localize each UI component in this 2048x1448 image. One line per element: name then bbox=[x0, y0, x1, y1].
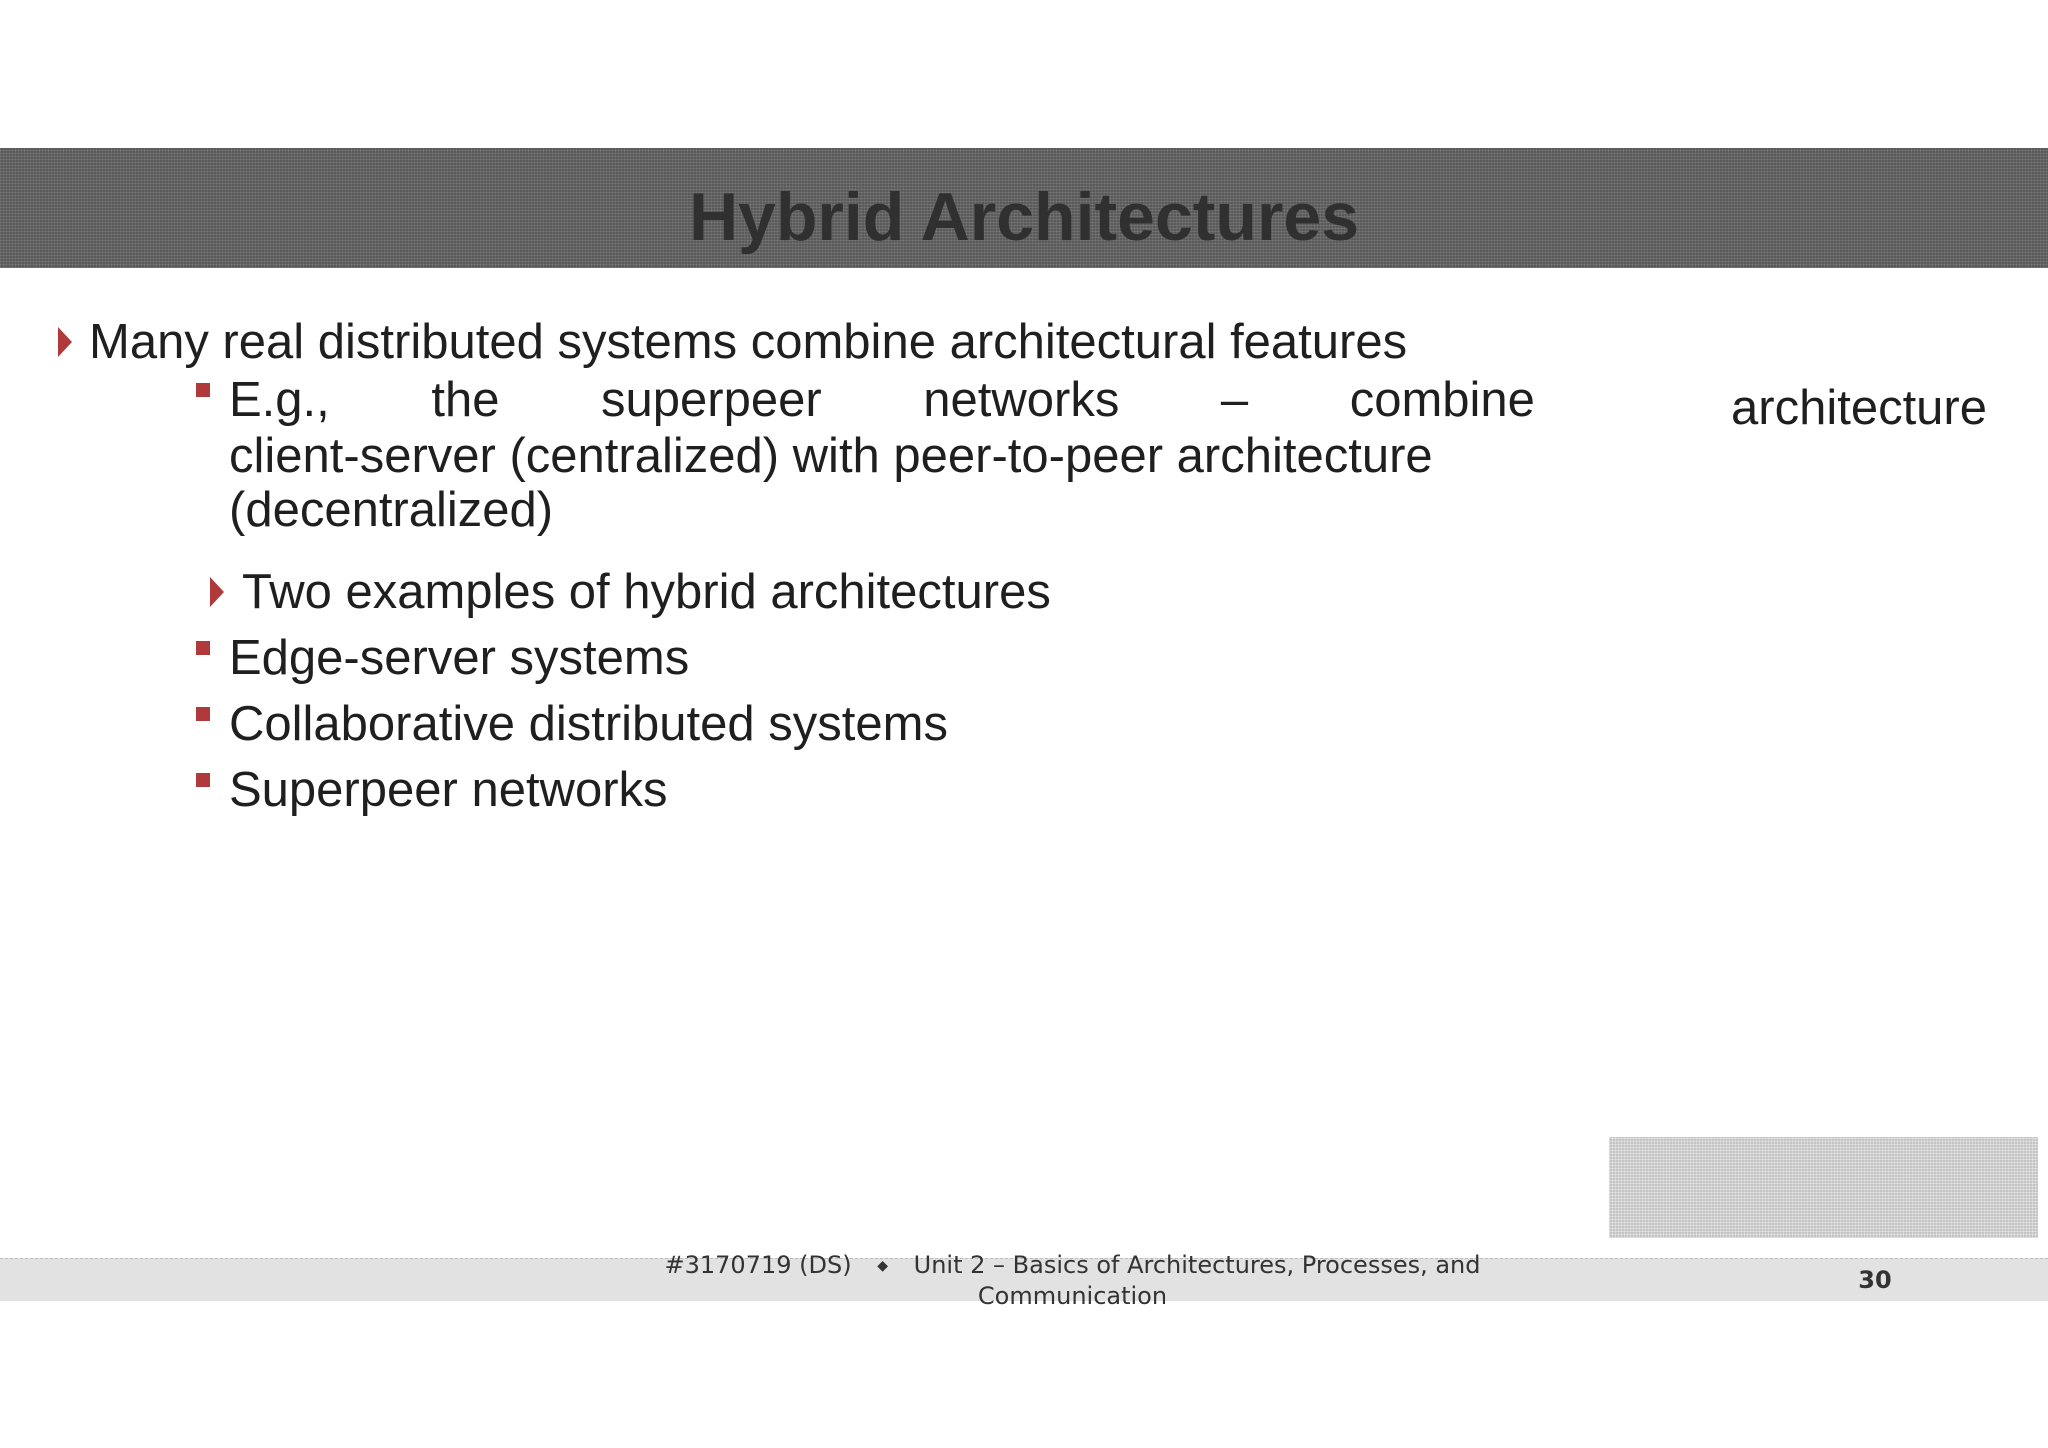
example-word: superpeer bbox=[601, 373, 822, 427]
example-line-2: client-server (centralized) with peer-to-peer architecture bbox=[229, 429, 1433, 483]
square-bullet-icon bbox=[196, 641, 210, 655]
example-word: combine bbox=[1349, 373, 1535, 427]
example-line-1 bbox=[229, 372, 1535, 428]
square-bullet-icon bbox=[196, 707, 210, 721]
square-bullet-icon bbox=[196, 773, 210, 787]
page-number: 30 bbox=[1858, 1266, 1892, 1294]
example-item: Edge-server systems bbox=[229, 631, 690, 685]
footer-text bbox=[640, 1250, 1505, 1311]
diamond-separator-icon: ◆ bbox=[877, 1258, 888, 1274]
example-word: – bbox=[1220, 373, 1249, 427]
example-item: Superpeer networks bbox=[229, 763, 668, 817]
examples-heading: Two examples of hybrid architectures bbox=[242, 565, 1051, 619]
example-word: networks bbox=[923, 373, 1120, 427]
footer-unit-line-1: Unit 2 – Basics of Architectures, Processes, and bbox=[913, 1251, 1481, 1279]
example-line-3: (decentralized) bbox=[229, 483, 554, 537]
footer-course: #3170719 (DS) bbox=[664, 1251, 852, 1279]
footer-line-1 bbox=[640, 1250, 1505, 1281]
slide-title: Hybrid Architectures bbox=[688, 179, 1360, 255]
bullet-arrow-icon bbox=[210, 577, 224, 607]
square-bullet-icon bbox=[196, 383, 210, 397]
example-word: the bbox=[431, 373, 500, 427]
example-word-architecture: architecture bbox=[1731, 381, 1988, 435]
logo-placeholder bbox=[1609, 1137, 2038, 1238]
example-word: E.g., bbox=[229, 373, 330, 427]
bullet-arrow-icon bbox=[58, 327, 72, 357]
footer-unit-line-2: Communication bbox=[977, 1282, 1168, 1310]
main-bullet-text: Many real distributed systems combine architectural features bbox=[89, 315, 1408, 369]
example-item: Collaborative distributed systems bbox=[229, 697, 948, 751]
